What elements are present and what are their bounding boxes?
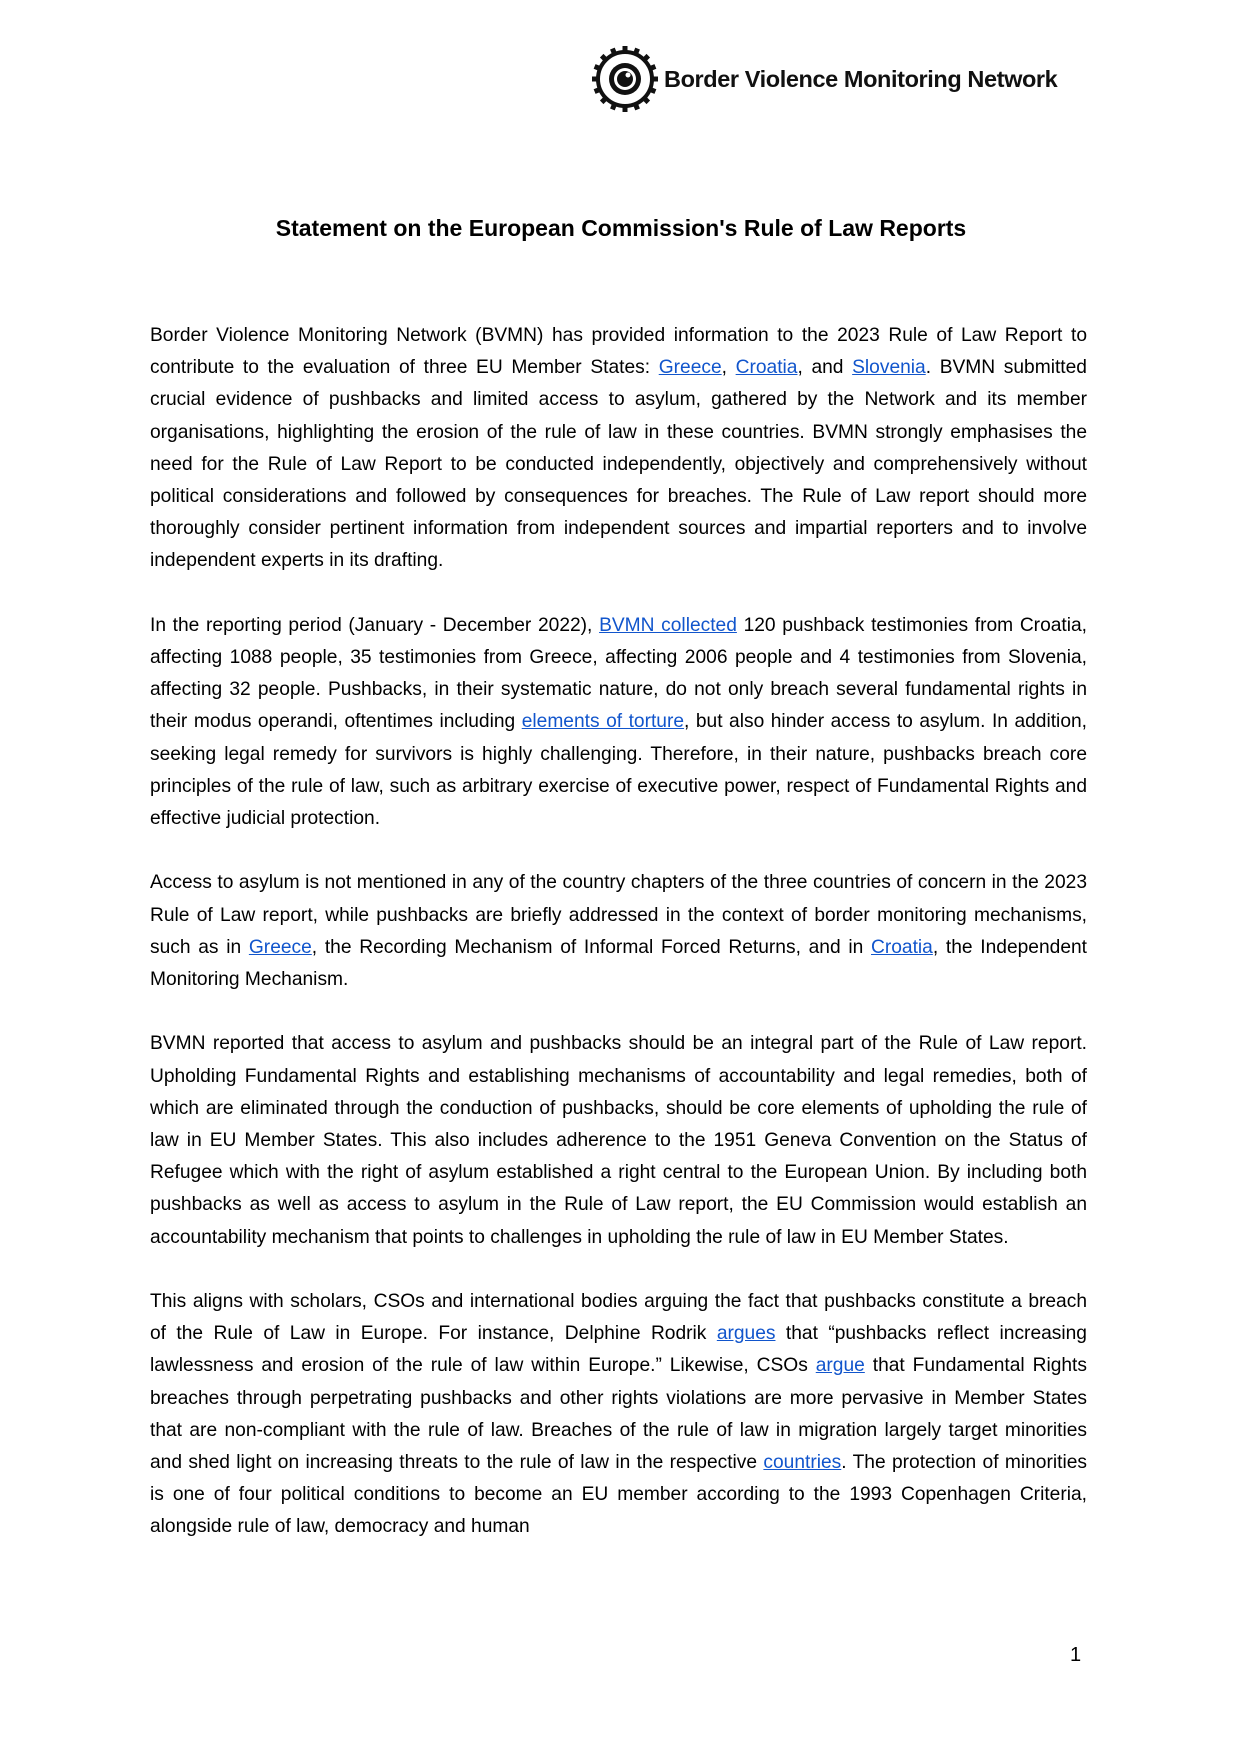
link-greece-mechanism[interactable]: Greece <box>248 936 312 958</box>
page-title: Statement on the European Commission's Rule of Law Reports <box>275 215 967 241</box>
text-run: , <box>721 357 736 379</box>
text-run: BVMN reported that access to asylum and pushbacks should be an integral part of the Rule of Law report. Upholding Fundamental Rights and establishing mechanisms of accountability and legal remedies, both of which are eliminated through the conduction of pushbacks, should be core elements of upholding the rule of law in EU Member States. This also includes adherence to the 1951 Geneva Convention on the Status of Refugee which with the right of asylum established a right central to the European Union. By including both pushbacks as well as access to asylum in the Rule of Law report, the EU Commission would establish an accountability mechanism that points to challenges in upholding the rule of law in EU Member States. <box>150 1033 1087 1248</box>
link-argue[interactable]: argue <box>815 1355 865 1377</box>
text-run: Border Violence Monitoring Network (BVMN) has provided information to the 2023 Rule of Law Report to contribute to the evaluation of three EU Member States: <box>150 325 1087 379</box>
text-run: , but also hinder access to asylum. In addition, seeking legal remedy for survivors is highly challenging. Therefore, in their nature, pushbacks breach core principles of the rule of law, such as arbitrary exercise of executive power, respect of Fundamental Rights and effective judicial protection. <box>150 711 1087 830</box>
page-number: 1 <box>1070 1644 1082 1666</box>
paragraph-2 <box>150 610 1087 835</box>
text-run: . The protection of minorities is one of four political conditions to become an EU member according to the 1993 Copenhagen Criteria, alongside rule of law, democracy and human <box>150 1452 1087 1538</box>
paragraph-4 <box>150 1028 1087 1253</box>
text-run: . BVMN submitted crucial evidence of pushbacks and limited access to asylum, gathered by the Network and its member organisations, highlighting the erosion of the rule of law in these countries. BVMN strongly emphasises the need for the Rule of Law Report to be conducted independently, objectively and comprehensively without political considerations and followed by consequences for breaches. The Rule of Law report should more thoroughly consider pertinent information from independent sources and impartial reporters and to involve independent experts in its drafting. <box>150 357 1087 572</box>
text-run: , the Independent Monitoring Mechanism. <box>150 936 1087 991</box>
document-body <box>150 320 1087 1544</box>
org-name: Border Violence Monitoring Network <box>664 65 1058 92</box>
text-run: , the Recording Mechanism of Informal Forced Returns, and in <box>311 936 871 958</box>
header-logo <box>590 44 1057 114</box>
text-run: This aligns with scholars, CSOs and international bodies arguing the fact that pushbacks constitute a breach of the Rule of Law in Europe. For instance, Delphine Rodrik <box>150 1291 1087 1345</box>
text-run: 120 pushback testimonies from Croatia, affecting 1088 people, 35 testimonies from Greece, affecting 2006 people and 4 testimonies from Slovenia, affecting 32 people. Pushbacks, in their systematic nature, do not only breach several fundamental rights in their modus operandi, oftentimes including <box>150 614 1088 733</box>
paragraph-5 <box>150 1286 1087 1544</box>
paragraph-3 <box>150 867 1087 996</box>
text-run: Access to asylum is not mentioned in any of the country chapters of the three countries of concern in the 2023 Rule of Law report, while pushbacks are briefly addressed in the context of border monitoring mechanisms, such as in <box>150 872 1087 958</box>
link-countries[interactable]: countries <box>763 1452 842 1474</box>
text-run: , and <box>797 357 853 379</box>
text-run: that “pushbacks reflect increasing lawlessness and erosion of the rule of law within Europe.” Likewise, CSOs <box>150 1323 1087 1377</box>
link-elements-of-torture[interactable]: elements of torture <box>521 711 685 733</box>
link-croatia-mechanism[interactable]: Croatia <box>871 936 933 958</box>
bvmn-eye-gear-icon <box>590 44 660 114</box>
link-croatia[interactable]: Croatia <box>735 357 798 379</box>
paragraph-1 <box>150 320 1087 578</box>
text-run: In the reporting period (January - December 2022), <box>150 614 600 636</box>
link-greece[interactable]: Greece <box>658 357 722 379</box>
link-argues[interactable]: argues <box>716 1323 776 1345</box>
link-bvmn-collected[interactable]: BVMN collected <box>599 614 737 636</box>
link-slovenia[interactable]: Slovenia <box>852 357 926 379</box>
text-run: that Fundamental Rights breaches through perpetrating pushbacks and other rights violations are more pervasive in Member States that are non-compliant with the rule of law. Breaches of the rule of law in migration largely target minorities and shed light on increasing threats to the rule of law in the respective <box>150 1355 1087 1474</box>
